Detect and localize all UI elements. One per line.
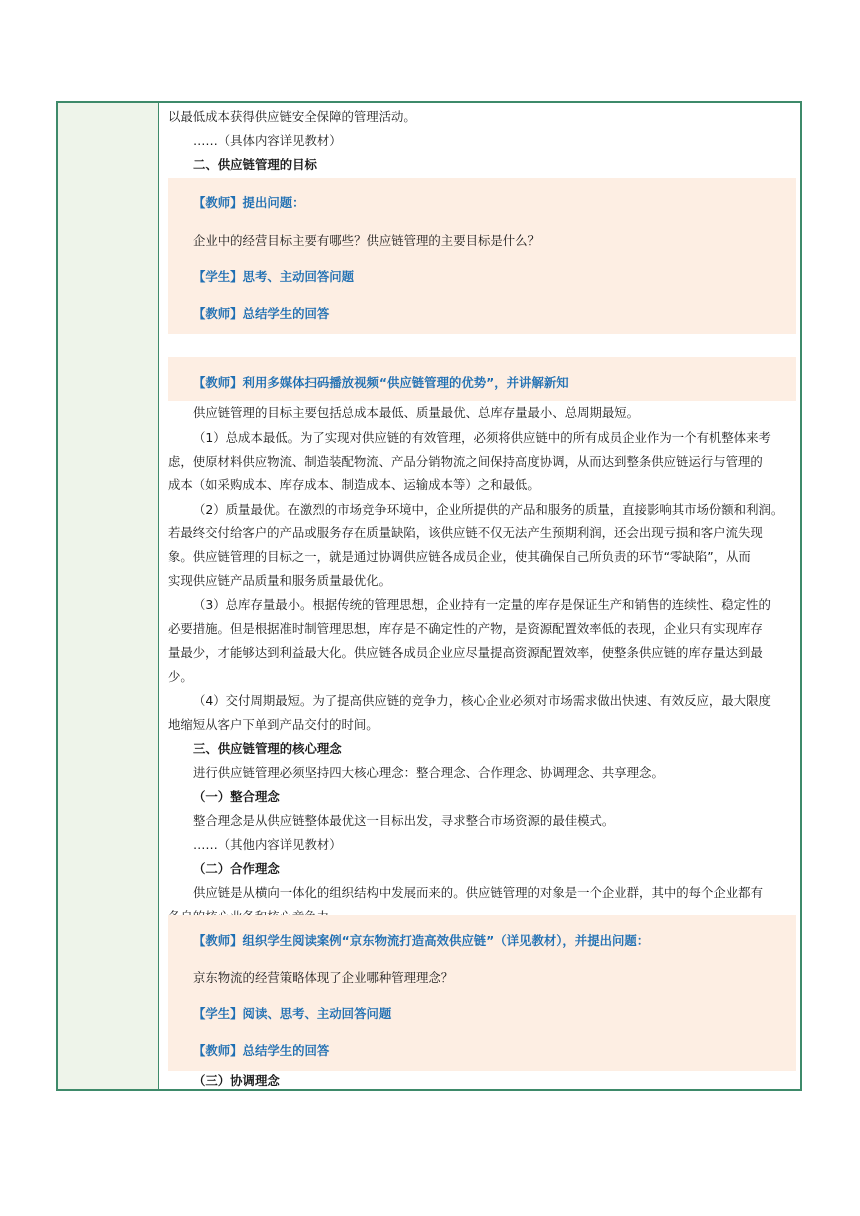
paragraph-line: 进行供应链管理必须坚持四大核心理念：整合理念、合作理念、协调理念、共享理念。 [193,765,664,780]
paragraph-line: （2）质量最优。在激烈的市场竞争环境中，企业所提供的产品和服务的质量，直接影响其市场份额和利润。 [193,502,784,517]
student-label: 【学生】思考、主动回答问题 [193,269,355,284]
paragraph-line: 整合理念是从供应链整体最优这一目标出发，寻求整合市场资源的最佳模式。 [193,813,615,828]
question-text: 企业中的经营目标主要有哪些？供应链管理的主要目标是什么？ [193,233,540,248]
paragraph-line: 成本（如采购成本、库存成本、制造成本、运输成本等）之和最低。 [168,477,540,492]
left-column [58,103,159,1089]
subsection-heading: （二）合作理念 [193,861,280,876]
paragraph-line: 量最少，才能够达到利益最大化。供应链各成员企业应尽量提高资源配置效率，使整条供应链的库存量达到最 [168,645,763,660]
teacher-video-box [168,357,796,401]
subsection-heading: （三）协调理念 [193,1073,280,1088]
student-label: 【学生】阅读、思考、主动回答问题 [193,1006,392,1021]
teacher-label: 【教师】利用多媒体扫码播放视频“供应链管理的优势”，并讲解新知 [193,375,569,390]
teacher-summary-label: 【教师】总结学生的回答 [193,306,330,321]
teacher-activity-box [168,178,796,334]
paragraph-line: ……（其他内容详见教材） [193,837,342,852]
case-study-box [168,915,796,1071]
paragraph-line: 地缩短从客户下单到产品交付的时间。 [168,717,379,732]
paragraph-line: 供应链管理的目标主要包括总成本最低、质量最优、总库存量最小、总周期最短。 [193,405,640,420]
teacher-label: 【教师】提出问题： [193,195,305,210]
paragraph-line: 虑，使原材料供应物流、制造装配物流、产品分销物流之间保持高度协调，从而达到整条供应链运行与管理的 [168,454,763,469]
teacher-label: 【教师】组织学生阅读案例“京东物流打造高效供应链”（详见教材），并提出问题： [193,933,650,948]
paragraph-line: ……（具体内容详见教材） [193,133,342,148]
content-cell [159,103,800,1089]
paragraph-line: 必要措施。但是根据准时制管理思想，库存是不确定性的产物，是资源配置效率低的表现，企业只有实现库存 [168,621,763,636]
paragraph-line: 少。 [168,669,193,684]
section-heading: 三、供应链管理的核心理念 [193,741,342,756]
subsection-heading: （一）整合理念 [193,789,280,804]
section-heading: 二、供应链管理的目标 [193,157,317,172]
paragraph-line: 以最低成本获得供应链安全保障的管理活动。 [168,109,416,124]
paragraph-line: （1）总成本最低。为了实现对供应链的有效管理，必须将供应链中的所有成员企业作为一个有机整体来考 [193,430,771,445]
paragraph-line: 实现供应链产品质量和服务质量最优化。 [168,573,392,588]
paragraph-line: （3）总库存量最小。根据传统的管理思想，企业持有一定量的库存是保证生产和销售的连续性、稳定性的 [193,597,771,612]
paragraph-line: （4）交付周期最短。为了提高供应链的竞争力，核心企业必须对市场需求做出快速、有效反应，最大限度 [193,693,771,708]
paragraph-line: 象。供应链管理的目标之一，就是通过协调供应链各成员企业，使其确保自己所负责的环节“零缺陷”，从而 [168,549,751,564]
question-text: 京东物流的经营策略体现了企业哪种管理理念？ [193,970,454,985]
lesson-table [56,101,802,1091]
paragraph-line: 若最终交付给客户的产品或服务存在质量缺陷，该供应链不仅无法产生预期利润，还会出现亏损和客户流失现 [168,525,763,540]
paragraph-line: 供应链是从横向一体化的组织结构中发展而来的。供应链管理的对象是一个企业群，其中的每个企业都有 [193,885,763,900]
teacher-summary-label: 【教师】总结学生的回答 [193,1043,330,1058]
